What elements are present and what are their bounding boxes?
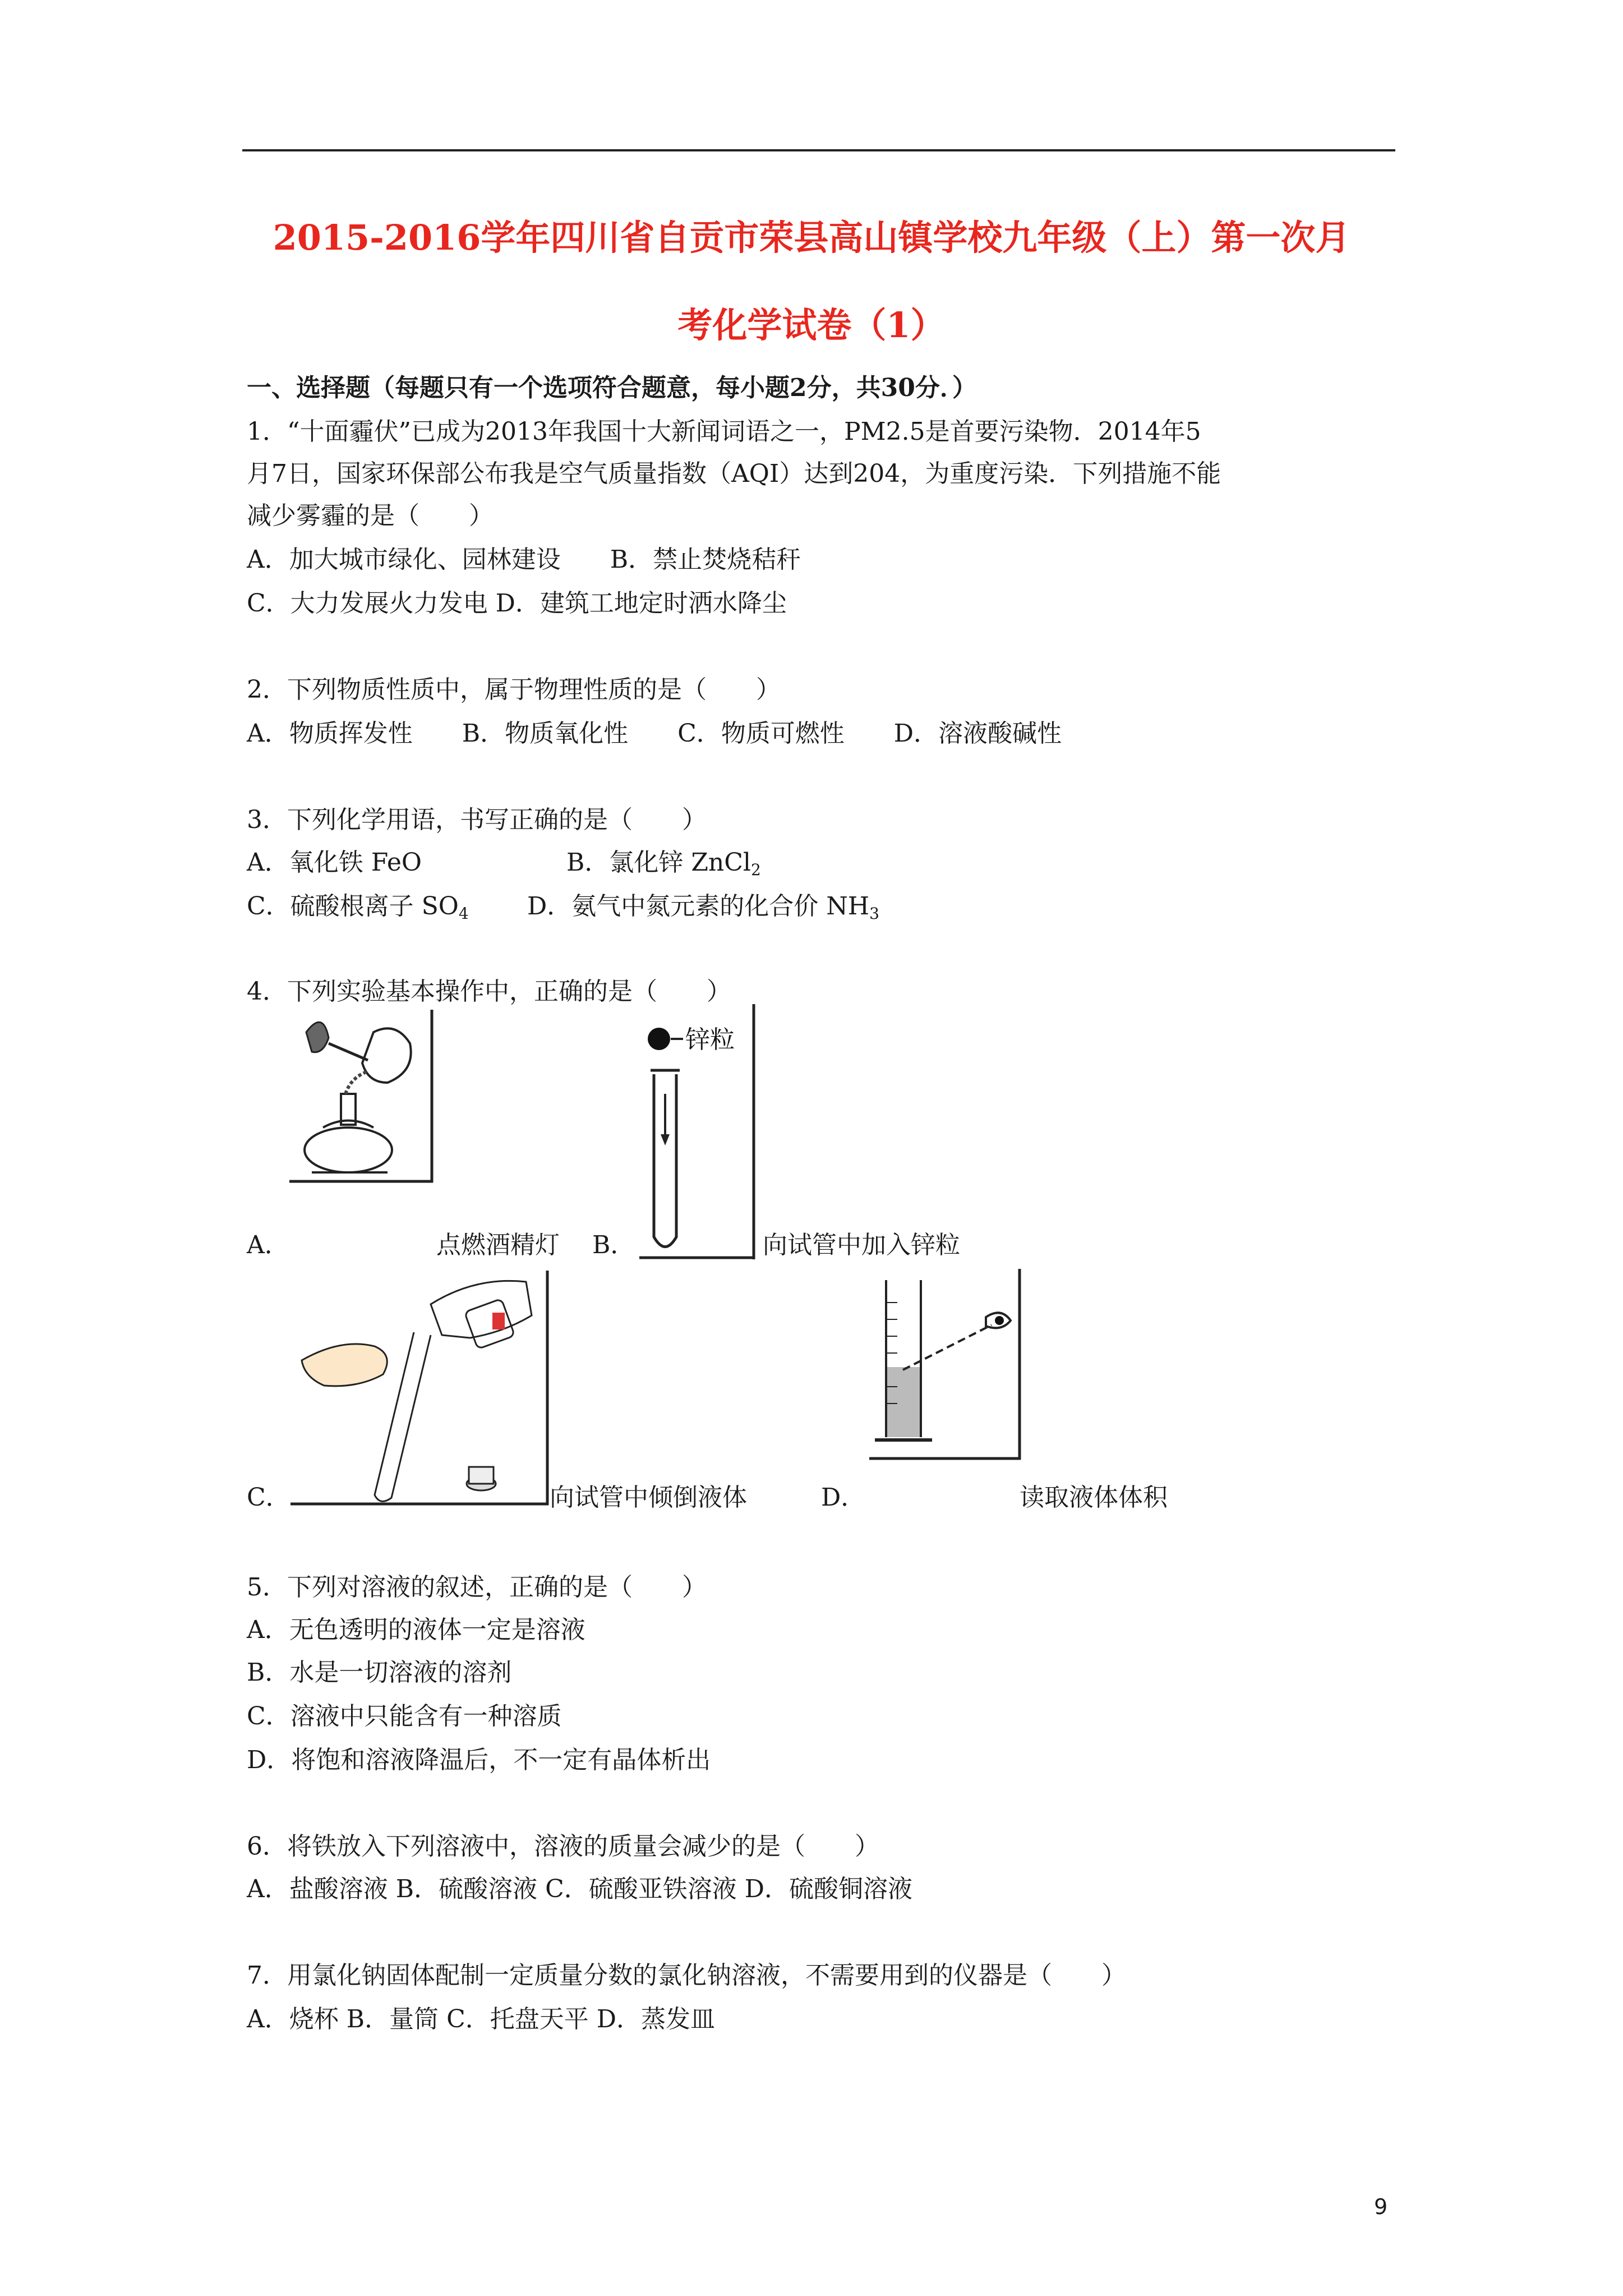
q4-caption-b: 向试管中加入锌粒: [763, 1231, 960, 1259]
q3-option-d: D．氨气中氮元素的化合价 $NH_3$: [527, 892, 879, 923]
q3-option-b: B．氯化锌 ZnCl$_2$: [566, 848, 761, 879]
exam-title-line2: 考化学试卷（1）: [677, 305, 946, 346]
q4-label-d: D．: [821, 1483, 866, 1512]
header-rule: [242, 149, 1395, 151]
q4-stem: 4．下列实验基本操作中，正确的是（ ）: [247, 977, 731, 1006]
exam-title-line1: 2015-2016学年四川省自贡市荣县高山镇学校九年级（上）第一次月: [273, 217, 1350, 258]
q6-stem: 6．将铁放入下列溶液中，溶液的质量会减少的是（ ）: [247, 1832, 879, 1861]
q2-options: A．物质挥发性 B．物质氧化性 C．物质可燃性 D．溶液酸碱性: [247, 719, 1062, 748]
q4-caption-d: 读取液体体积: [1020, 1483, 1168, 1512]
q4-label-c: C．: [247, 1483, 291, 1512]
q4-label-b: B．: [592, 1231, 635, 1259]
q6-options: A．盐酸溶液 B．硫酸溶液 C．硫酸亚铁溶液 D．硫酸铜溶液: [247, 1875, 913, 1903]
q5-option-d: D．将饱和溶液降温后，不一定有晶体析出: [247, 1746, 711, 1774]
page-number: 9: [1374, 2194, 1388, 2219]
q5-stem: 5．下列对溶液的叙述，正确的是（ ）: [247, 1573, 707, 1602]
q4-caption-a: 点燃酒精灯: [436, 1231, 560, 1259]
q5-option-c: C．溶液中只能含有一种溶质: [247, 1702, 562, 1731]
q7-options: A．烧杯 B．量筒 C．托盘天平 D．蒸发皿: [247, 2005, 716, 2033]
q2-stem: 2．下列物质性质中，属于物理性质的是（ ）: [247, 675, 781, 704]
figure-zinc-test-tube: [617, 1004, 757, 1265]
figure-alcohol-lamp: [289, 1010, 435, 1184]
q3-option-a: A．氧化铁 FeO: [247, 848, 422, 877]
q7-stem: 7．用氯化钠固体配制一定质量分数的氯化钠溶液，不需要用到的仪器是（ ）: [247, 1961, 1126, 1990]
q3-option-c: C．硫酸根离子 $SO_4$: [247, 892, 469, 923]
q1-stem-line3: 减少雾霾的是（ ）: [247, 501, 494, 530]
q1-stem-line2: 月7日，国家环保部公布我是空气质量指数（AQI）达到204，为重度污染．下列措施不能: [247, 459, 1221, 488]
q4-label-a: A．: [247, 1231, 289, 1259]
q1-options-ab: A．加大城市绿化、园林建设 B．禁止焚烧秸秆: [247, 545, 801, 574]
q3-stem: 3．下列化学用语，书写正确的是（ ）: [247, 806, 707, 834]
q5-option-a: A．无色透明的液体一定是溶液: [247, 1616, 585, 1644]
q5-option-b: B．水是一切溶液的溶剂: [247, 1658, 512, 1687]
section-heading: 一、选择题（每题只有一个选项符合题意，每小题2分，共30分．）: [247, 374, 977, 402]
figure-pouring-liquid: [291, 1271, 550, 1506]
figure-label-zinc: 锌粒: [685, 1025, 735, 1054]
figure-graduated-cylinder: [869, 1269, 1022, 1461]
q4-caption-c: 向试管中倾倒液体: [550, 1483, 747, 1512]
q1-stem-line1: 1．“十面霾伏”已成为2013年我国十大新闻词语之一，PM2.5是首要污染物．2014年5: [247, 417, 1201, 446]
q1-options-cd: C．大力发展火力发电 D．建筑工地定时洒水降尘: [247, 589, 787, 618]
